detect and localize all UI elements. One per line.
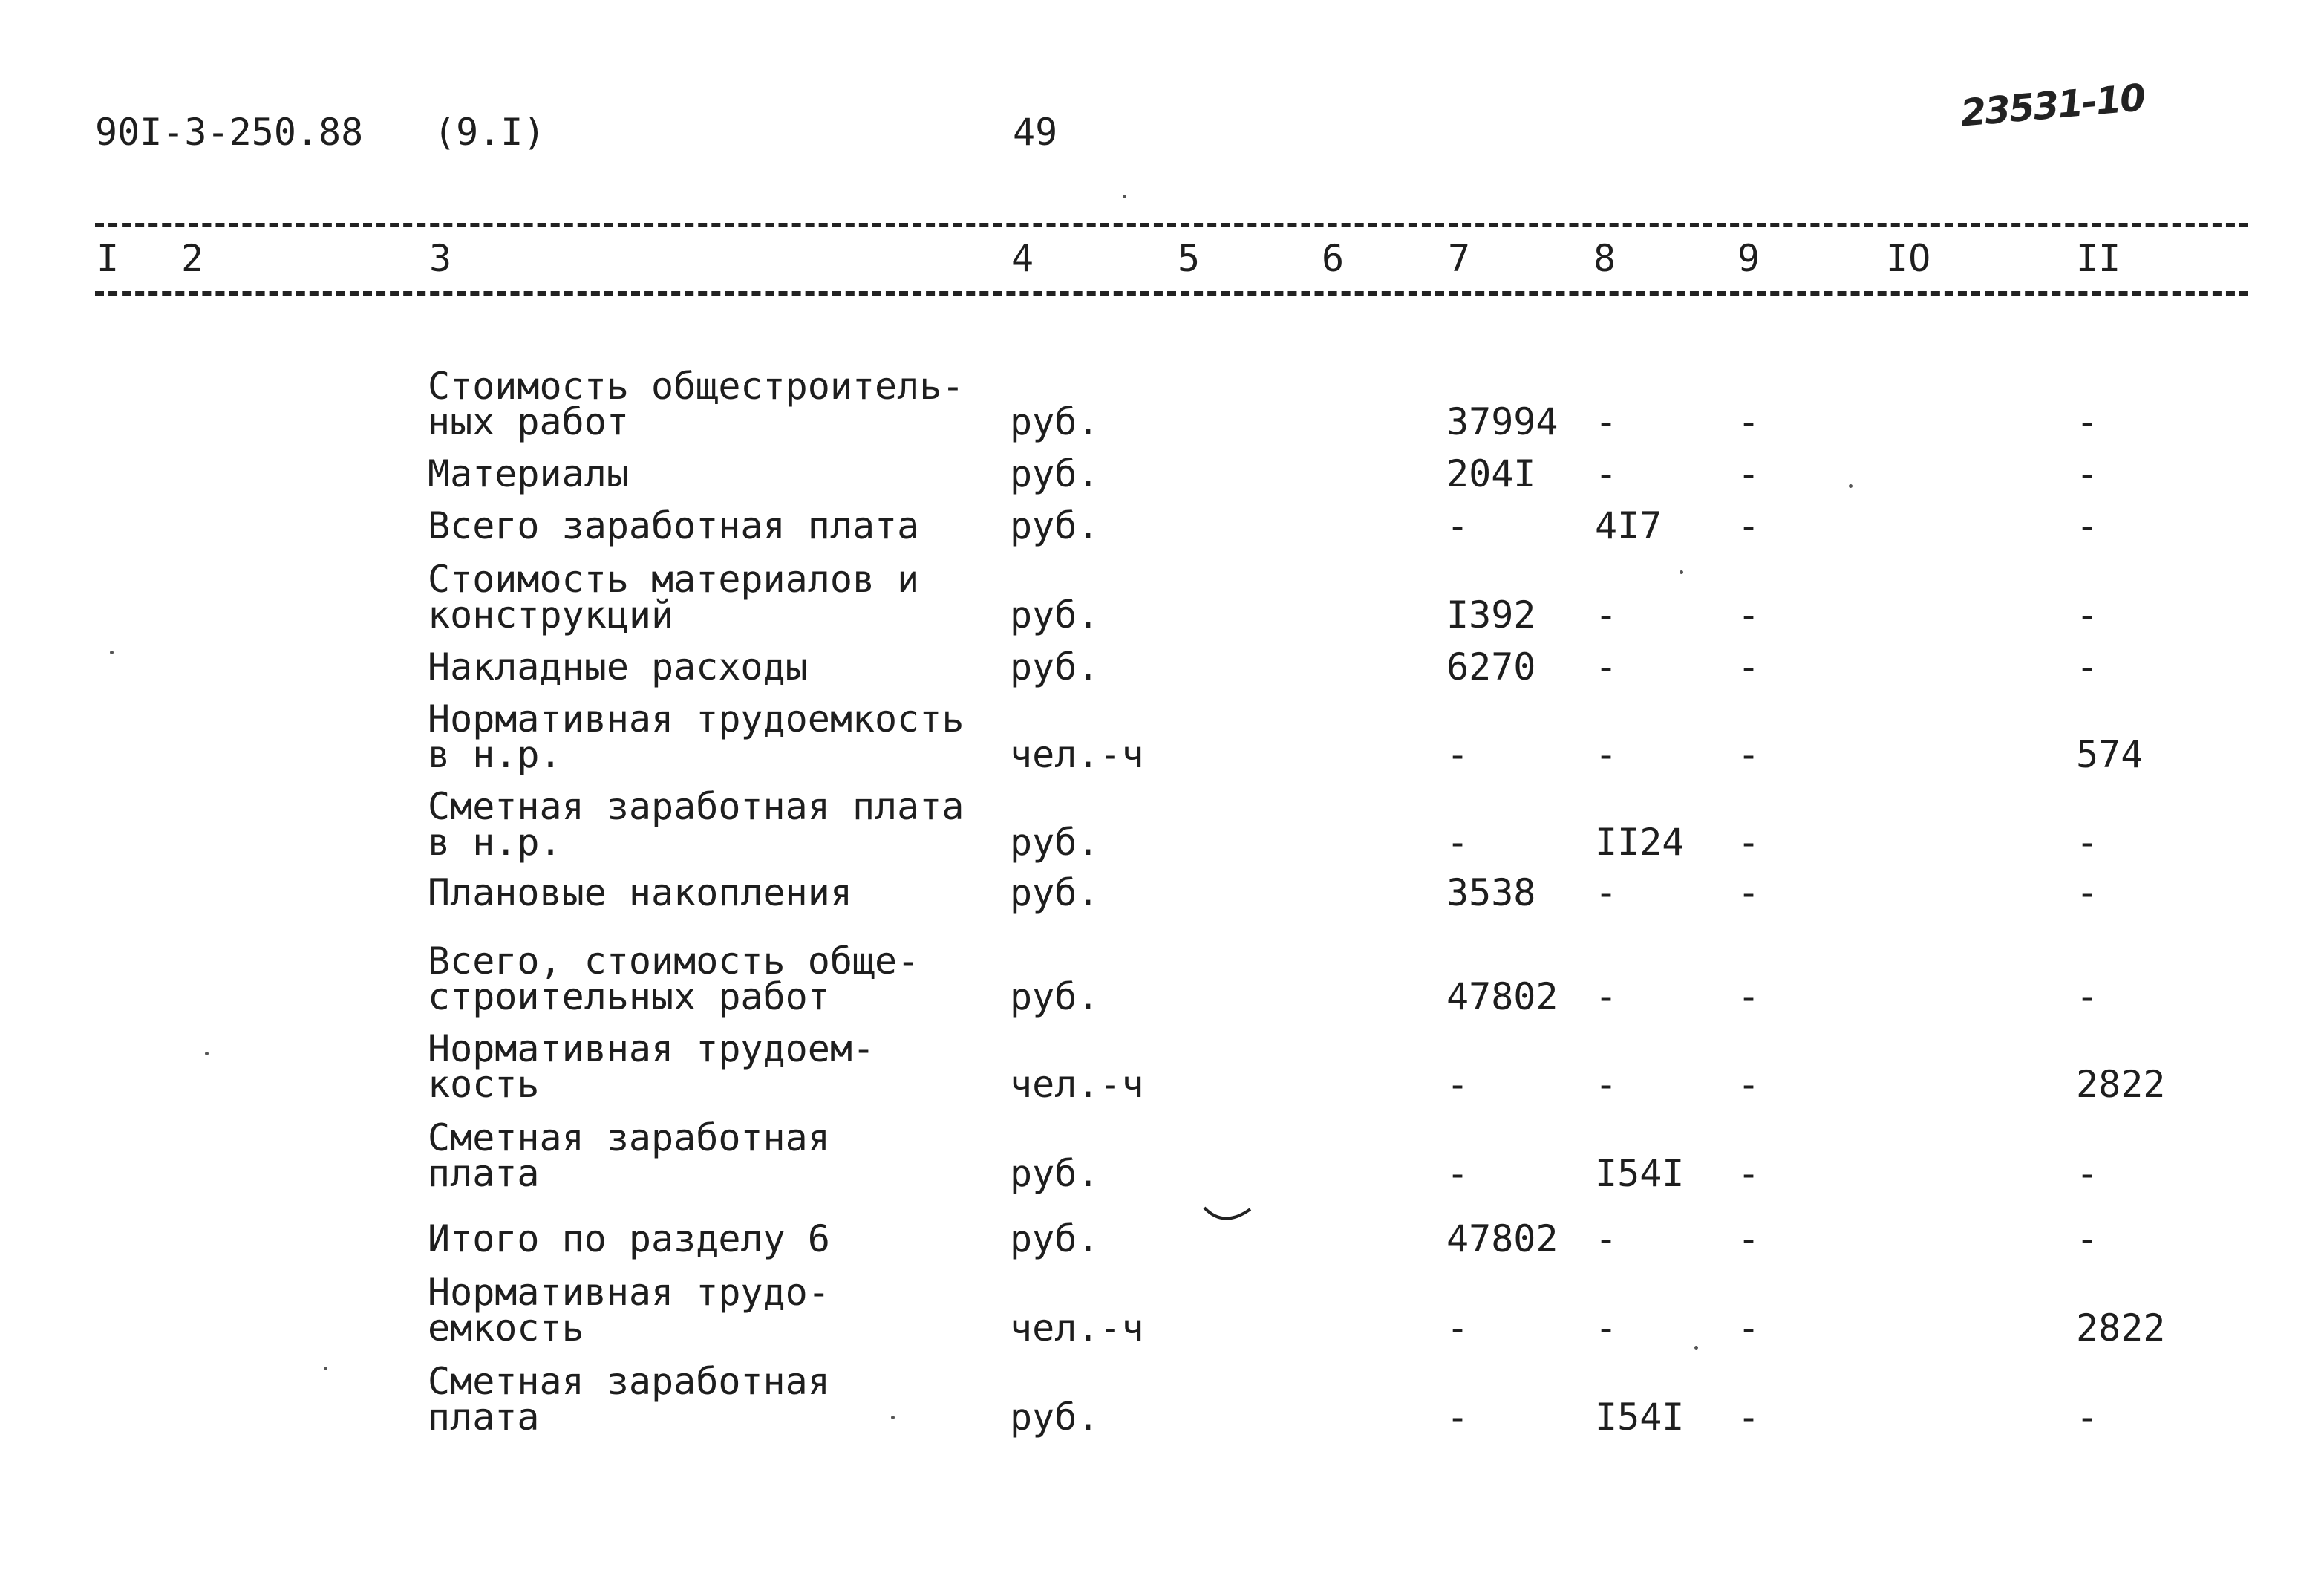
cell-col9: - xyxy=(1737,1396,1760,1439)
scan-speck xyxy=(1849,484,1853,488)
row-description: Нормативная трудо- емкость xyxy=(428,1271,830,1350)
cell-col8: - xyxy=(1595,1306,1618,1350)
cell-col11: - xyxy=(2076,1396,2099,1439)
row-description: Нормативная трудоем- кость xyxy=(428,1027,875,1106)
cell-col11: - xyxy=(2076,871,2099,914)
cell-col8: 4I7 xyxy=(1595,504,1662,547)
unit-cell: руб. xyxy=(1010,1152,1100,1195)
unit-cell: руб. xyxy=(1010,593,1100,637)
scan-speck xyxy=(1680,570,1683,574)
column-number-1: I xyxy=(97,237,120,280)
cell-col9: - xyxy=(1737,1152,1760,1195)
cell-col7: - xyxy=(1446,821,1469,864)
cell-col9: - xyxy=(1737,1217,1760,1260)
cell-col7: 204I xyxy=(1446,452,1536,495)
table-row xyxy=(0,940,2324,1018)
cell-col7: 47802 xyxy=(1446,975,1558,1018)
cell-col11: - xyxy=(2076,645,2099,688)
cell-col8: - xyxy=(1595,1217,1618,1260)
cell-col7: 37994 xyxy=(1446,400,1558,443)
unit-cell: руб. xyxy=(1010,400,1100,443)
cell-col8: - xyxy=(1595,871,1618,914)
scan-speck xyxy=(205,1052,209,1055)
cell-col11: 574 xyxy=(2076,733,2144,776)
row-description: Нормативная трудоемкость в н.р. xyxy=(428,697,964,776)
unit-cell: руб. xyxy=(1010,1217,1100,1260)
column-number-10: IO xyxy=(1886,237,1931,280)
cell-col8: - xyxy=(1595,645,1618,688)
unit-cell: чел.-ч xyxy=(1010,733,1144,776)
cell-col7: I392 xyxy=(1446,593,1536,637)
cell-col9: - xyxy=(1737,1063,1760,1106)
cell-col9: - xyxy=(1737,452,1760,495)
table-row xyxy=(0,1027,2324,1106)
cell-col9: - xyxy=(1737,593,1760,637)
table-row xyxy=(0,1116,2324,1195)
column-number-2: 2 xyxy=(181,237,204,280)
row-description: Сметная заработная плата в н.р. xyxy=(428,785,964,864)
cell-col8: - xyxy=(1595,975,1618,1018)
header-bottom-rule xyxy=(95,291,2248,296)
row-description: Стоимость материалов и конструкций xyxy=(428,558,920,637)
cell-col7: 3538 xyxy=(1446,871,1536,914)
document-code: 90I-3-250.88 xyxy=(95,111,364,154)
scan-speck xyxy=(1123,195,1126,198)
column-number-7: 7 xyxy=(1448,237,1471,280)
cell-col11: 2822 xyxy=(2076,1063,2166,1106)
section-number: (9.I) xyxy=(434,111,546,154)
cell-col7: - xyxy=(1446,504,1469,547)
cell-col7: 47802 xyxy=(1446,1217,1558,1260)
cell-col11: - xyxy=(2076,452,2099,495)
column-number-4: 4 xyxy=(1011,237,1034,280)
cell-col9: - xyxy=(1737,871,1760,914)
cell-col8: - xyxy=(1595,733,1618,776)
row-description: Итого по разделу 6 xyxy=(428,1217,830,1260)
table-row xyxy=(0,504,2324,547)
cell-col8: - xyxy=(1595,400,1618,443)
row-description: Накладные расходы xyxy=(428,645,808,688)
row-description: Плановые накопления xyxy=(428,871,852,914)
row-description: Всего заработная плата xyxy=(428,504,920,547)
cell-col9: - xyxy=(1737,504,1760,547)
cell-col9: - xyxy=(1737,1306,1760,1350)
scan-speck xyxy=(324,1367,327,1370)
handwritten-note: 23531-10 xyxy=(1958,76,2147,135)
unit-cell: руб. xyxy=(1010,871,1100,914)
cell-col9: - xyxy=(1737,400,1760,443)
column-number-9: 9 xyxy=(1737,237,1760,280)
column-number-6: 6 xyxy=(1322,237,1345,280)
table-row xyxy=(0,365,2324,443)
row-description: Всего, стоимость обще- строительных работ xyxy=(428,940,920,1018)
table-row xyxy=(0,785,2324,864)
table-row xyxy=(0,1217,2324,1260)
table-row xyxy=(0,871,2324,914)
pen-mark xyxy=(1201,1203,1253,1230)
column-number-11: II xyxy=(2076,237,2121,280)
unit-cell: руб. xyxy=(1010,504,1100,547)
unit-cell: чел.-ч xyxy=(1010,1306,1144,1350)
unit-cell: руб. xyxy=(1010,821,1100,864)
cell-col8: - xyxy=(1595,593,1618,637)
cell-col7: - xyxy=(1446,733,1469,776)
scan-speck xyxy=(1694,1346,1698,1350)
row-description: Стоимость общестроитель- ных работ xyxy=(428,365,964,443)
cell-col8: - xyxy=(1595,1063,1618,1106)
cell-col9: - xyxy=(1737,975,1760,1018)
cell-col8: I54I xyxy=(1595,1396,1685,1439)
table-row xyxy=(0,452,2324,495)
row-description: Сметная заработная плата xyxy=(428,1116,830,1195)
scan-speck xyxy=(110,651,114,654)
cell-col11: - xyxy=(2076,1217,2099,1260)
column-number-5: 5 xyxy=(1178,237,1201,280)
table-row xyxy=(0,697,2324,776)
table-row xyxy=(0,1271,2324,1350)
column-number-3: 3 xyxy=(429,237,452,280)
cell-col11: - xyxy=(2076,821,2099,864)
scan-speck xyxy=(891,1416,895,1419)
table-row xyxy=(0,1360,2324,1439)
unit-cell: чел.-ч xyxy=(1010,1063,1144,1106)
cell-col7: 6270 xyxy=(1446,645,1536,688)
table-row xyxy=(0,645,2324,688)
cell-col7: - xyxy=(1446,1306,1469,1350)
table-row xyxy=(0,558,2324,637)
cell-col11: - xyxy=(2076,1152,2099,1195)
cell-col11: - xyxy=(2076,975,2099,1018)
cell-col7: - xyxy=(1446,1063,1469,1106)
unit-cell: руб. xyxy=(1010,645,1100,688)
cell-col8: II24 xyxy=(1595,821,1685,864)
row-description: Материалы xyxy=(428,452,629,495)
column-number-8: 8 xyxy=(1593,237,1616,280)
unit-cell: руб. xyxy=(1010,452,1100,495)
cell-col11: - xyxy=(2076,593,2099,637)
cell-col11: - xyxy=(2076,400,2099,443)
cell-col9: - xyxy=(1737,645,1760,688)
header-top-rule xyxy=(95,223,2248,227)
cell-col7: - xyxy=(1446,1396,1469,1439)
row-description: Сметная заработная плата xyxy=(428,1360,830,1439)
cell-col9: - xyxy=(1737,821,1760,864)
unit-cell: руб. xyxy=(1010,1396,1100,1439)
cell-col7: - xyxy=(1446,1152,1469,1195)
cell-col8: - xyxy=(1595,452,1618,495)
cell-col9: - xyxy=(1737,733,1760,776)
unit-cell: руб. xyxy=(1010,975,1100,1018)
page-number: 49 xyxy=(1013,111,1058,154)
cell-col11: - xyxy=(2076,504,2099,547)
cell-col8: I54I xyxy=(1595,1152,1685,1195)
cell-col11: 2822 xyxy=(2076,1306,2166,1350)
